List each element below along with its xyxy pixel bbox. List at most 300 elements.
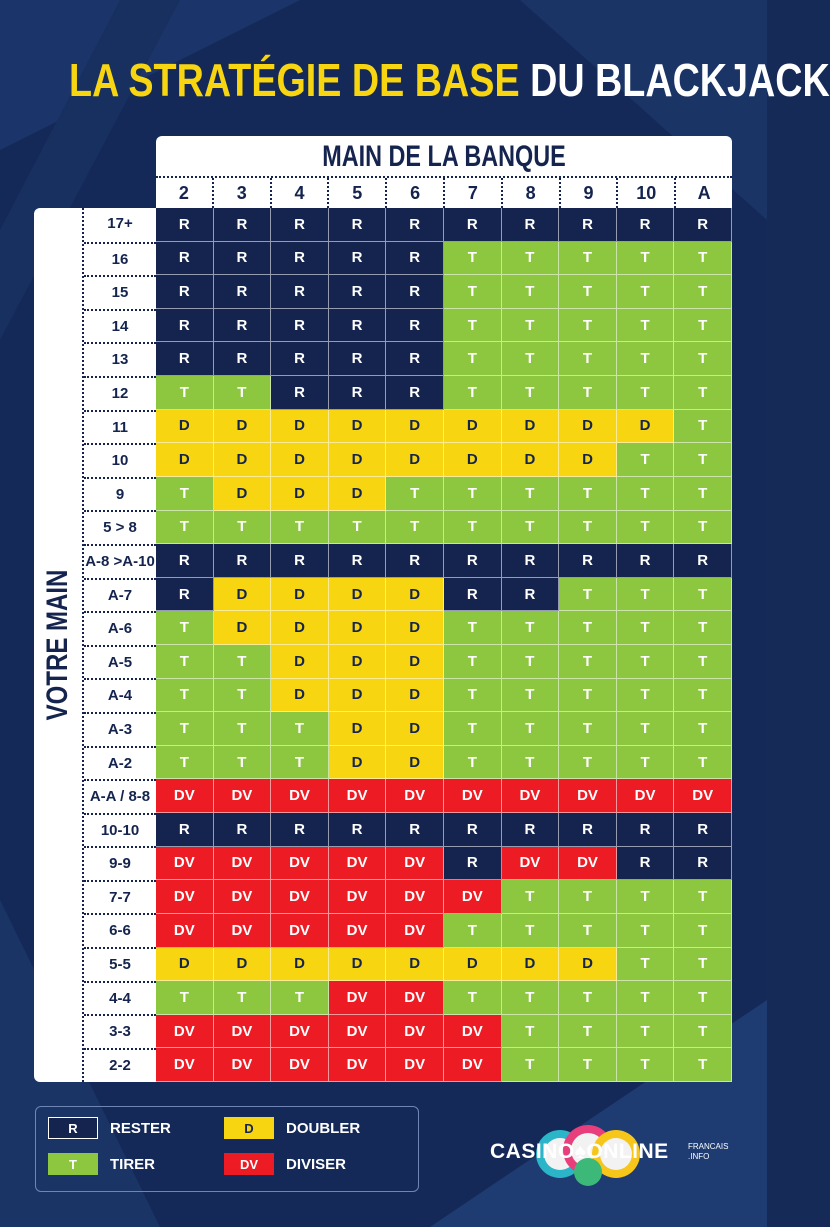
player-hand-label: 17+ (107, 215, 133, 232)
strategy-cell: R (156, 275, 214, 309)
strategy-cell: T (156, 376, 214, 410)
dealer-card: 6 (385, 178, 443, 208)
strategy-cell: D (329, 443, 387, 477)
strategy-cell: T (271, 511, 329, 545)
strategy-cell: D (559, 948, 617, 982)
strategy-cell: DV (386, 880, 444, 914)
strategy-cell: D (559, 410, 617, 444)
strategy-cell: T (674, 511, 732, 545)
strategy-cell: T (617, 578, 675, 612)
strategy-cell: DV (386, 1015, 444, 1049)
strategy-cell: T (444, 746, 502, 780)
strategy-cell: DV (214, 779, 272, 813)
legend-item (224, 1153, 346, 1175)
player-hand-label: 10 (84, 443, 156, 477)
strategy-cell: R (386, 309, 444, 343)
strategy-cell: T (674, 342, 732, 376)
strategy-cell: T (502, 242, 560, 276)
strategy-cell: T (502, 880, 560, 914)
player-hand-label: 6-6 (84, 913, 156, 947)
strategy-cell: T (271, 981, 329, 1015)
strategy-cell: T (502, 981, 560, 1015)
strategy-cell: T (674, 611, 732, 645)
strategy-cell: T (559, 679, 617, 713)
strategy-cell: R (617, 544, 675, 578)
strategy-cell: T (617, 981, 675, 1015)
strategy-cell: D (214, 477, 272, 511)
strategy-cell: DV (674, 779, 732, 813)
strategy-cell: T (214, 981, 272, 1015)
strategy-cell: T (502, 746, 560, 780)
legend-label: RESTER (110, 1119, 171, 1137)
strategy-cell: T (617, 1015, 675, 1049)
strategy-cell: R (617, 847, 675, 881)
player-hand-label: A-8 >A-10 (84, 544, 156, 578)
strategy-cell: R (214, 242, 272, 276)
strategy-cell: DV (214, 880, 272, 914)
strategy-cell: T (617, 511, 675, 545)
strategy-cell: DV (329, 1048, 387, 1082)
strategy-cell: D (444, 410, 502, 444)
strategy-cell: T (444, 376, 502, 410)
strategy-cell: DV (502, 779, 560, 813)
strategy-cell: R (156, 309, 214, 343)
strategy-cell: DV (271, 1015, 329, 1049)
player-hand-label: 7-7 (84, 880, 156, 914)
dealer-card: 4 (270, 178, 328, 208)
legend-label: TIRER (110, 1155, 155, 1173)
logo-sub-info: .INFO (688, 1152, 710, 1161)
dealer-card: 2 (178, 183, 189, 203)
player-hand-label: 3-3 (84, 1014, 156, 1048)
strategy-cell: R (329, 309, 387, 343)
strategy-cell: R (386, 342, 444, 376)
strategy-cell: D (386, 746, 444, 780)
strategy-cell: DV (559, 779, 617, 813)
strategy-cell: R (156, 342, 214, 376)
strategy-cell: T (502, 645, 560, 679)
strategy-cell: R (214, 309, 272, 343)
strategy-cell: R (502, 578, 560, 612)
strategy-cell: T (214, 679, 272, 713)
strategy-cell: T (617, 914, 675, 948)
strategy-cell: R (329, 275, 387, 309)
strategy-cell: D (329, 410, 387, 444)
strategy-cell: T (156, 611, 214, 645)
dealer-card: 8 (501, 178, 559, 208)
strategy-cell: T (674, 477, 732, 511)
player-hand-label: A-7 (84, 578, 156, 612)
strategy-cell: R (271, 208, 329, 242)
strategy-cell: R (502, 208, 560, 242)
strategy-cell: DV (444, 880, 502, 914)
strategy-cell: T (617, 477, 675, 511)
strategy-cell: T (674, 578, 732, 612)
player-heading-wrap (34, 208, 82, 1082)
strategy-cell: T (502, 1015, 560, 1049)
strategy-cell: T (559, 578, 617, 612)
strategy-cell: T (444, 679, 502, 713)
player-hand-label: 4-4 (84, 981, 156, 1015)
strategy-cell: D (386, 948, 444, 982)
strategy-cell: T (559, 645, 617, 679)
strategy-cell: R (271, 309, 329, 343)
strategy-cell: R (502, 813, 560, 847)
player-hand-label: 2-2 (84, 1048, 156, 1082)
strategy-cell: DV (617, 779, 675, 813)
strategy-cell: DV (386, 981, 444, 1015)
strategy-cell: R (386, 275, 444, 309)
strategy-cell: D (386, 410, 444, 444)
player-heading: VOTRE MAIN (41, 569, 74, 721)
player-hand-label: 13 (84, 342, 156, 376)
strategy-cell: T (214, 712, 272, 746)
strategy-cell: D (156, 410, 214, 444)
strategy-cell: D (271, 578, 329, 612)
strategy-cell: D (386, 712, 444, 746)
strategy-cell: D (271, 679, 329, 713)
strategy-cell: T (674, 275, 732, 309)
strategy-cell: T (617, 1048, 675, 1082)
strategy-cell: T (329, 511, 387, 545)
strategy-cell: R (156, 242, 214, 276)
strategy-cell: T (674, 1015, 732, 1049)
strategy-cell: T (559, 880, 617, 914)
player-hand-label: A-3 (84, 712, 156, 746)
strategy-cell: T (502, 611, 560, 645)
strategy-cell: R (444, 847, 502, 881)
strategy-cell: T (444, 511, 502, 545)
strategy-cell: T (502, 477, 560, 511)
legend-swatch: T (48, 1153, 98, 1175)
legend-item (224, 1117, 360, 1139)
strategy-cell: T (674, 981, 732, 1015)
strategy-cell: R (214, 544, 272, 578)
strategy-cell: T (156, 746, 214, 780)
strategy-cell: T (502, 511, 560, 545)
strategy-cell: T (617, 746, 675, 780)
strategy-cell: D (386, 679, 444, 713)
strategy-cell: D (329, 679, 387, 713)
strategy-cell: DV (386, 847, 444, 881)
player-hand-label: A-4 (84, 678, 156, 712)
strategy-cell: D (214, 578, 272, 612)
strategy-cell: T (156, 477, 214, 511)
strategy-cell: R (674, 208, 732, 242)
title-part-2: DU BLACKJACK (530, 54, 830, 106)
legend-swatch: DV (224, 1153, 274, 1175)
player-hand-labels (82, 208, 156, 1082)
strategy-cell: R (502, 544, 560, 578)
strategy-cell: T (559, 477, 617, 511)
dealer-heading: MAIN DE LA BANQUE (322, 140, 566, 173)
strategy-cell: D (329, 645, 387, 679)
strategy-cell: R (271, 342, 329, 376)
legend-label: DIVISER (286, 1155, 347, 1173)
strategy-cell: T (502, 309, 560, 343)
strategy-cell: D (329, 948, 387, 982)
legend-label: DOUBLER (286, 1119, 361, 1137)
strategy-cell: T (502, 376, 560, 410)
strategy-cell: T (214, 746, 272, 780)
strategy-cell: R (329, 544, 387, 578)
strategy-cell: R (271, 813, 329, 847)
strategy-cell: T (444, 914, 502, 948)
player-hand-label: A-A / 8-8 (84, 779, 156, 813)
strategy-cell: T (617, 679, 675, 713)
strategy-cell: DV (156, 1048, 214, 1082)
player-hand-label: A-5 (84, 645, 156, 679)
strategy-cell: R (214, 813, 272, 847)
strategy-cell: D (156, 443, 214, 477)
strategy-cell: DV (329, 981, 387, 1015)
strategy-cell: D (502, 948, 560, 982)
strategy-cell: DV (329, 1015, 387, 1049)
strategy-cell: T (444, 712, 502, 746)
strategy-cell: R (156, 578, 214, 612)
strategy-cell: D (559, 443, 617, 477)
strategy-cell: DV (156, 914, 214, 948)
strategy-cell: T (444, 309, 502, 343)
legend-item (48, 1117, 171, 1139)
strategy-cell: T (559, 342, 617, 376)
strategy-cell: DV (386, 914, 444, 948)
strategy-cell: R (674, 544, 732, 578)
strategy-cell: R (386, 376, 444, 410)
strategy-cell: DV (271, 880, 329, 914)
strategy-cell: D (156, 948, 214, 982)
legend-swatch: D (224, 1117, 274, 1139)
dealer-card: 9 (559, 178, 617, 208)
strategy-cell: D (329, 712, 387, 746)
strategy-cell: T (559, 1048, 617, 1082)
page-title (69, 52, 830, 108)
strategy-cell: D (502, 443, 560, 477)
strategy-cell: DV (329, 779, 387, 813)
strategy-cell: R (329, 208, 387, 242)
strategy-cell: R (674, 847, 732, 881)
strategy-cell: T (444, 981, 502, 1015)
player-hand-label: 9 (84, 477, 156, 511)
strategy-cell: T (674, 645, 732, 679)
strategy-cell: R (156, 208, 214, 242)
strategy-cell: T (617, 242, 675, 276)
strategy-cell: D (444, 948, 502, 982)
logo-suffix (688, 1142, 728, 1162)
strategy-cell: R (617, 813, 675, 847)
strategy-cell: DV (214, 1048, 272, 1082)
strategy-cell: DV (214, 1015, 272, 1049)
strategy-cell: DV (271, 1048, 329, 1082)
strategy-cell: T (674, 880, 732, 914)
strategy-cell: T (444, 275, 502, 309)
strategy-cell: DV (214, 847, 272, 881)
strategy-cell: DV (386, 1048, 444, 1082)
strategy-cell: T (271, 712, 329, 746)
strategy-cell: T (559, 1015, 617, 1049)
dealer-card: 3 (212, 178, 270, 208)
strategy-cell: T (444, 611, 502, 645)
strategy-cell: T (559, 511, 617, 545)
strategy-cell: D (214, 410, 272, 444)
strategy-cell: R (559, 813, 617, 847)
strategy-cell: T (674, 376, 732, 410)
strategy-cell: D (271, 410, 329, 444)
strategy-cell: T (502, 342, 560, 376)
strategy-cell: T (502, 914, 560, 948)
strategy-cell: T (617, 275, 675, 309)
strategy-cell: D (271, 948, 329, 982)
strategy-cell: T (674, 410, 732, 444)
strategy-cell: R (444, 544, 502, 578)
strategy-cell: T (674, 746, 732, 780)
strategy-cell: T (674, 948, 732, 982)
strategy-cell: D (214, 443, 272, 477)
strategy-cell: R (444, 578, 502, 612)
strategy-cell: D (444, 443, 502, 477)
strategy-cell: R (271, 242, 329, 276)
strategy-cell: T (271, 746, 329, 780)
strategy-cell: D (329, 746, 387, 780)
strategy-cell: T (559, 746, 617, 780)
player-hand-label: 12 (84, 376, 156, 410)
dealer-card-row (156, 176, 732, 208)
strategy-cell: T (617, 443, 675, 477)
casino-online-logo (490, 1124, 740, 1184)
player-hand-label: A-6 (84, 611, 156, 645)
legend-swatch: R (48, 1117, 98, 1139)
strategy-cell: R (329, 376, 387, 410)
strategy-cell: D (617, 410, 675, 444)
strategy-cell: R (156, 544, 214, 578)
strategy-cell: T (444, 645, 502, 679)
strategy-cell: R (559, 208, 617, 242)
player-hand-label: 16 (84, 242, 156, 276)
strategy-cell: D (386, 611, 444, 645)
strategy-cell: R (329, 242, 387, 276)
strategy-cell: T (617, 342, 675, 376)
strategy-cell: T (617, 611, 675, 645)
strategy-cell: D (386, 578, 444, 612)
strategy-cell: T (444, 342, 502, 376)
strategy-cell: T (674, 712, 732, 746)
strategy-cell: D (329, 578, 387, 612)
strategy-cell: R (271, 275, 329, 309)
strategy-cell: R (329, 342, 387, 376)
strategy-cell: T (559, 376, 617, 410)
strategy-cell: DV (329, 847, 387, 881)
strategy-cell: DV (156, 779, 214, 813)
strategy-cell: T (559, 275, 617, 309)
strategy-cell: T (502, 1048, 560, 1082)
strategy-cell: DV (214, 914, 272, 948)
strategy-cell: R (214, 208, 272, 242)
strategy-cell: T (617, 376, 675, 410)
strategy-cell: R (329, 813, 387, 847)
strategy-cell: T (559, 914, 617, 948)
strategy-cell: R (271, 544, 329, 578)
strategy-cell: T (674, 679, 732, 713)
strategy-cell: R (617, 208, 675, 242)
strategy-cell: R (386, 208, 444, 242)
strategy-cell: R (156, 813, 214, 847)
strategy-cell: T (156, 981, 214, 1015)
strategy-cell: R (214, 342, 272, 376)
strategy-cell: R (444, 208, 502, 242)
strategy-cell: DV (444, 1015, 502, 1049)
strategy-cell: DV (156, 847, 214, 881)
strategy-cell: T (617, 309, 675, 343)
dealer-card: A (674, 178, 732, 208)
player-hand-label: 14 (84, 309, 156, 343)
strategy-cell: T (674, 1048, 732, 1082)
strategy-cell: DV (156, 1015, 214, 1049)
strategy-cell: T (444, 242, 502, 276)
strategy-cell: T (214, 511, 272, 545)
strategy-cell: D (271, 611, 329, 645)
strategy-cell: T (559, 712, 617, 746)
strategy-cell: T (617, 880, 675, 914)
strategy-cell: T (559, 611, 617, 645)
strategy-cell: DV (329, 880, 387, 914)
strategy-cell: D (271, 477, 329, 511)
player-hand-label: 9-9 (84, 846, 156, 880)
strategy-cell: T (674, 242, 732, 276)
strategy-cell: T (156, 712, 214, 746)
strategy-cell: T (674, 443, 732, 477)
strategy-cell: T (156, 511, 214, 545)
strategy-cell: R (271, 376, 329, 410)
strategy-cell: T (156, 679, 214, 713)
strategy-cell: T (559, 309, 617, 343)
dealer-card: 10 (616, 178, 674, 208)
player-hand-label: 5-5 (84, 947, 156, 981)
strategy-cell: DV (329, 914, 387, 948)
strategy-cell: R (674, 813, 732, 847)
strategy-cell: D (386, 645, 444, 679)
strategy-cell: D (214, 611, 272, 645)
strategy-cell: T (559, 242, 617, 276)
strategy-cell: D (329, 611, 387, 645)
strategy-cell: T (617, 645, 675, 679)
strategy-cell: T (502, 275, 560, 309)
strategy-cell: DV (444, 779, 502, 813)
strategy-cell: D (214, 948, 272, 982)
strategy-cell: T (502, 712, 560, 746)
strategy-cell: D (271, 443, 329, 477)
strategy-cell: R (386, 544, 444, 578)
player-hand-label: 15 (84, 275, 156, 309)
strategy-cell: T (386, 511, 444, 545)
title-part-1: LA STRATÉGIE DE BASE (69, 54, 520, 106)
player-hand-label: 10-10 (84, 813, 156, 847)
strategy-cell: DV (502, 847, 560, 881)
strategy-grid (156, 208, 732, 1082)
strategy-cell: R (214, 275, 272, 309)
strategy-cell: T (559, 981, 617, 1015)
strategy-cell: T (156, 645, 214, 679)
player-hand-label: 11 (84, 410, 156, 444)
logo-wordmark: CASINO♠ONLINE (490, 1140, 669, 1163)
strategy-cell: D (271, 645, 329, 679)
strategy-cell: DV (271, 847, 329, 881)
strategy-cell: DV (271, 779, 329, 813)
strategy-cell: T (502, 679, 560, 713)
strategy-cell: DV (271, 914, 329, 948)
strategy-cell: DV (386, 779, 444, 813)
strategy-cell: T (444, 477, 502, 511)
strategy-cell: R (444, 813, 502, 847)
